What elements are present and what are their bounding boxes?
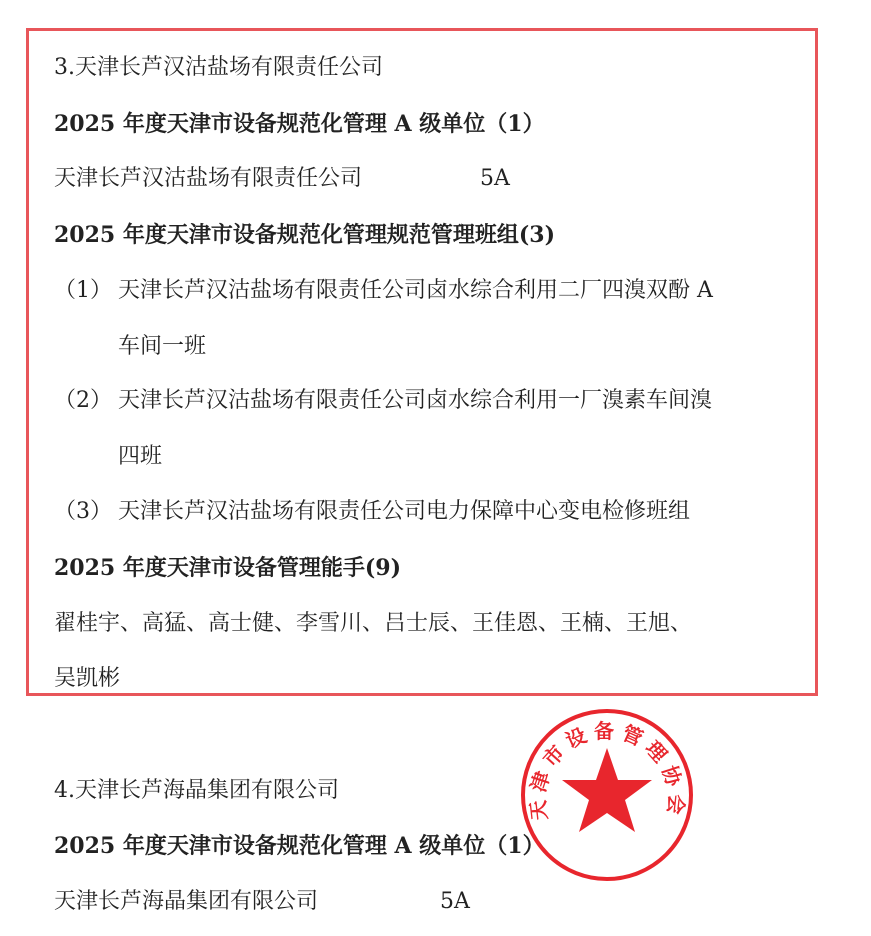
section4-title: 4.天津长芦海晶集团有限公司 bbox=[54, 778, 339, 803]
section3-unit-grade: 5A bbox=[480, 166, 510, 191]
team-name-line1: 天津长芦汉沽盐场有限责任公司电力保障中心变电检修班组 bbox=[118, 499, 691, 524]
team-name-line2: 四班 bbox=[118, 444, 163, 469]
section3-heading-experts: 2025 年度天津市设备管理能手(9) bbox=[54, 555, 402, 581]
official-seal-icon bbox=[518, 706, 696, 884]
section3-heading-teams: 2025 年度天津市设备规范化管理规范管理班组(3) bbox=[54, 222, 556, 248]
section3-unit-name: 天津长芦汉沽盐场有限责任公司 bbox=[54, 166, 363, 191]
team-number: （1） bbox=[54, 278, 112, 303]
section3-heading-a-level: 2025 年度天津市设备规范化管理 A 级单位（1） bbox=[54, 111, 545, 137]
team-name-line1: 天津长芦汉沽盐场有限责任公司卤水综合利用二厂四溴双酚 A bbox=[118, 278, 713, 303]
team-name-line1: 天津长芦汉沽盐场有限责任公司卤水综合利用一厂溴素车间溴 bbox=[118, 388, 713, 413]
experts-list-line2: 吴凯彬 bbox=[54, 666, 121, 691]
section3-title: 3.天津长芦汉沽盐场有限责任公司 bbox=[54, 55, 383, 80]
experts-list-line1: 翟桂宇、高猛、高士健、李雪川、吕士辰、王佳恩、王楠、王旭、 bbox=[54, 611, 693, 636]
svg-text:天津市设备管理协会: 天津市设备管理协会 bbox=[525, 718, 689, 822]
team-number: （3） bbox=[54, 499, 112, 524]
section4-unit-grade: 5A bbox=[440, 889, 470, 914]
team-number: （2） bbox=[54, 388, 112, 413]
section4-heading-a-level: 2025 年度天津市设备规范化管理 A 级单位（1） bbox=[54, 833, 545, 859]
team-name-line2: 车间一班 bbox=[118, 334, 207, 359]
section4-unit-name: 天津长芦海晶集团有限公司 bbox=[54, 889, 319, 914]
